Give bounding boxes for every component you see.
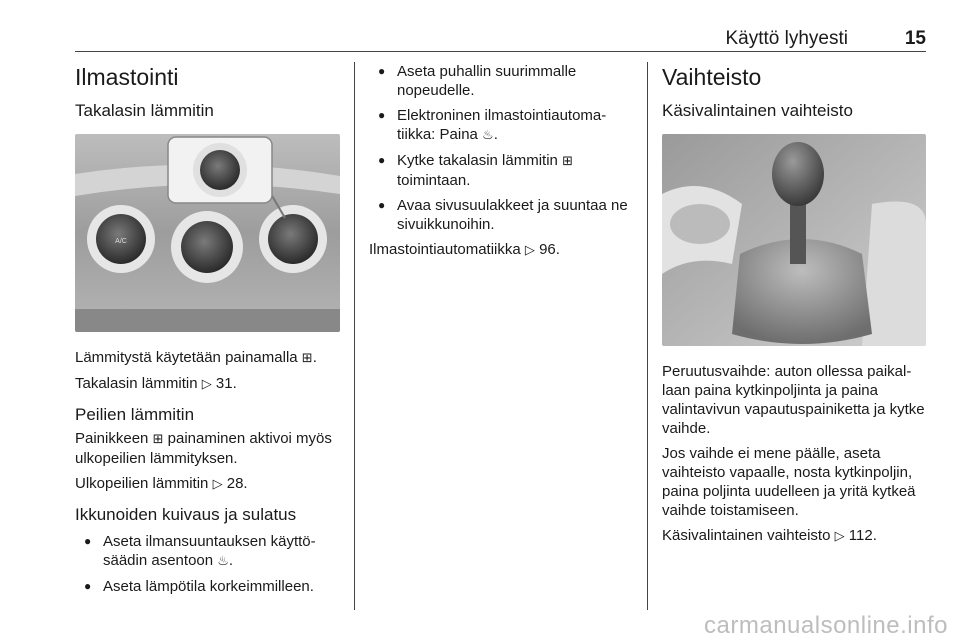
page-ref-icon: ▷ bbox=[834, 529, 845, 544]
page-ref-icon: ▷ bbox=[212, 477, 223, 492]
section-heading-transmission: Vaihteisto bbox=[662, 64, 762, 90]
defrost-icon: ♨ bbox=[482, 128, 494, 143]
subheading-rear-window-heater: Takalasin lämmitin bbox=[75, 101, 214, 120]
gear-lever-photo bbox=[662, 134, 926, 346]
list-item: ● Aseta puhallin suurimmalle nopeudelle. bbox=[369, 62, 639, 100]
column-divider-2 bbox=[647, 62, 648, 610]
paragraph-gear-not-engaging: Jos vaihde ei mene päälle, aseta vaihteisto vapaalle, nosta kytkinpoljin, paina poljinta uudelleen ja yritä kytkeä vaihde toistamiseen. bbox=[662, 445, 916, 519]
paragraph-manual-transmission-ref: Käsivalintainen vaihteisto ▷ 112. bbox=[662, 527, 877, 544]
column-2 bbox=[369, 62, 639, 260]
page-ref-icon: ▷ bbox=[201, 377, 212, 392]
subheading-mirror-heater: Peilien lämmitin bbox=[75, 405, 195, 424]
subheading-defrost: Ikkunoiden kuivaus ja sulatus bbox=[75, 505, 297, 524]
column-3 bbox=[662, 62, 926, 546]
rear-heater-icon: ⊞ bbox=[152, 432, 164, 447]
watermark: carmanualsonline.info bbox=[704, 612, 948, 639]
paragraph-mirror-heater-ref: Ulkopeilien lämmitin ▷ 28. bbox=[75, 475, 248, 492]
paragraph-reverse-gear: Peruutusvaihde: auton ollessa paikallaan paina kytkinpoljinta ja paina valintavivun vapautuspainiketta ja kytke vaihde. bbox=[662, 363, 925, 437]
defrost-icon: ♨ bbox=[217, 554, 229, 569]
rear-heater-icon: ⊞ bbox=[301, 351, 313, 366]
ac-button-label: A/C bbox=[115, 238, 127, 245]
defrost-steps-list bbox=[75, 532, 340, 596]
section-heading-climate: Ilmastointi bbox=[75, 64, 179, 90]
column-1 bbox=[75, 62, 340, 596]
climate-control-illustration bbox=[75, 134, 340, 332]
climate-control-photo bbox=[75, 134, 340, 332]
list-item: ● Kytke takalasin lämmitin ⊞ toimintaan. bbox=[369, 151, 639, 190]
defrost-steps-list-continued bbox=[369, 62, 639, 234]
column-divider-1 bbox=[354, 62, 355, 610]
header-divider bbox=[75, 51, 926, 52]
page-ref-icon: ▷ bbox=[524, 243, 535, 258]
list-item: ● Elektroninen ilmastointiautomatiikka: Paina ♨. bbox=[369, 106, 639, 145]
paragraph-mirror-heater: Painikkeen ⊞ painaminen aktivoi myös ulkopeilien lämmityksen. bbox=[75, 430, 332, 467]
page-header bbox=[75, 28, 926, 50]
subheading-manual-transmission: Käsivalintainen vaihteisto bbox=[662, 101, 853, 120]
list-item: ● Aseta lämpötila korkeimmilleen. bbox=[75, 577, 340, 596]
paragraph-auto-climate-ref: Ilmastointiautomatiikka ▷ 96. bbox=[369, 241, 560, 258]
rear-heater-icon: ⊞ bbox=[562, 154, 573, 169]
list-item: ● Avaa sivusuulakkeet ja suuntaa ne sivuikkunoihin. bbox=[369, 196, 639, 234]
page-title: Käyttö lyhyesti bbox=[725, 28, 848, 49]
page-number: 15 bbox=[904, 28, 926, 49]
paragraph-rear-heater-ref: Takalasin lämmitin ▷ 31. bbox=[75, 375, 237, 392]
list-item: ● Aseta ilmansuuntauksen käyttösäädin asentoon ♨. bbox=[75, 532, 340, 571]
paragraph-heating-instruction: Lämmitystä käytetään painamalla ⊞. bbox=[75, 349, 317, 366]
gear-lever-illustration bbox=[662, 134, 926, 346]
